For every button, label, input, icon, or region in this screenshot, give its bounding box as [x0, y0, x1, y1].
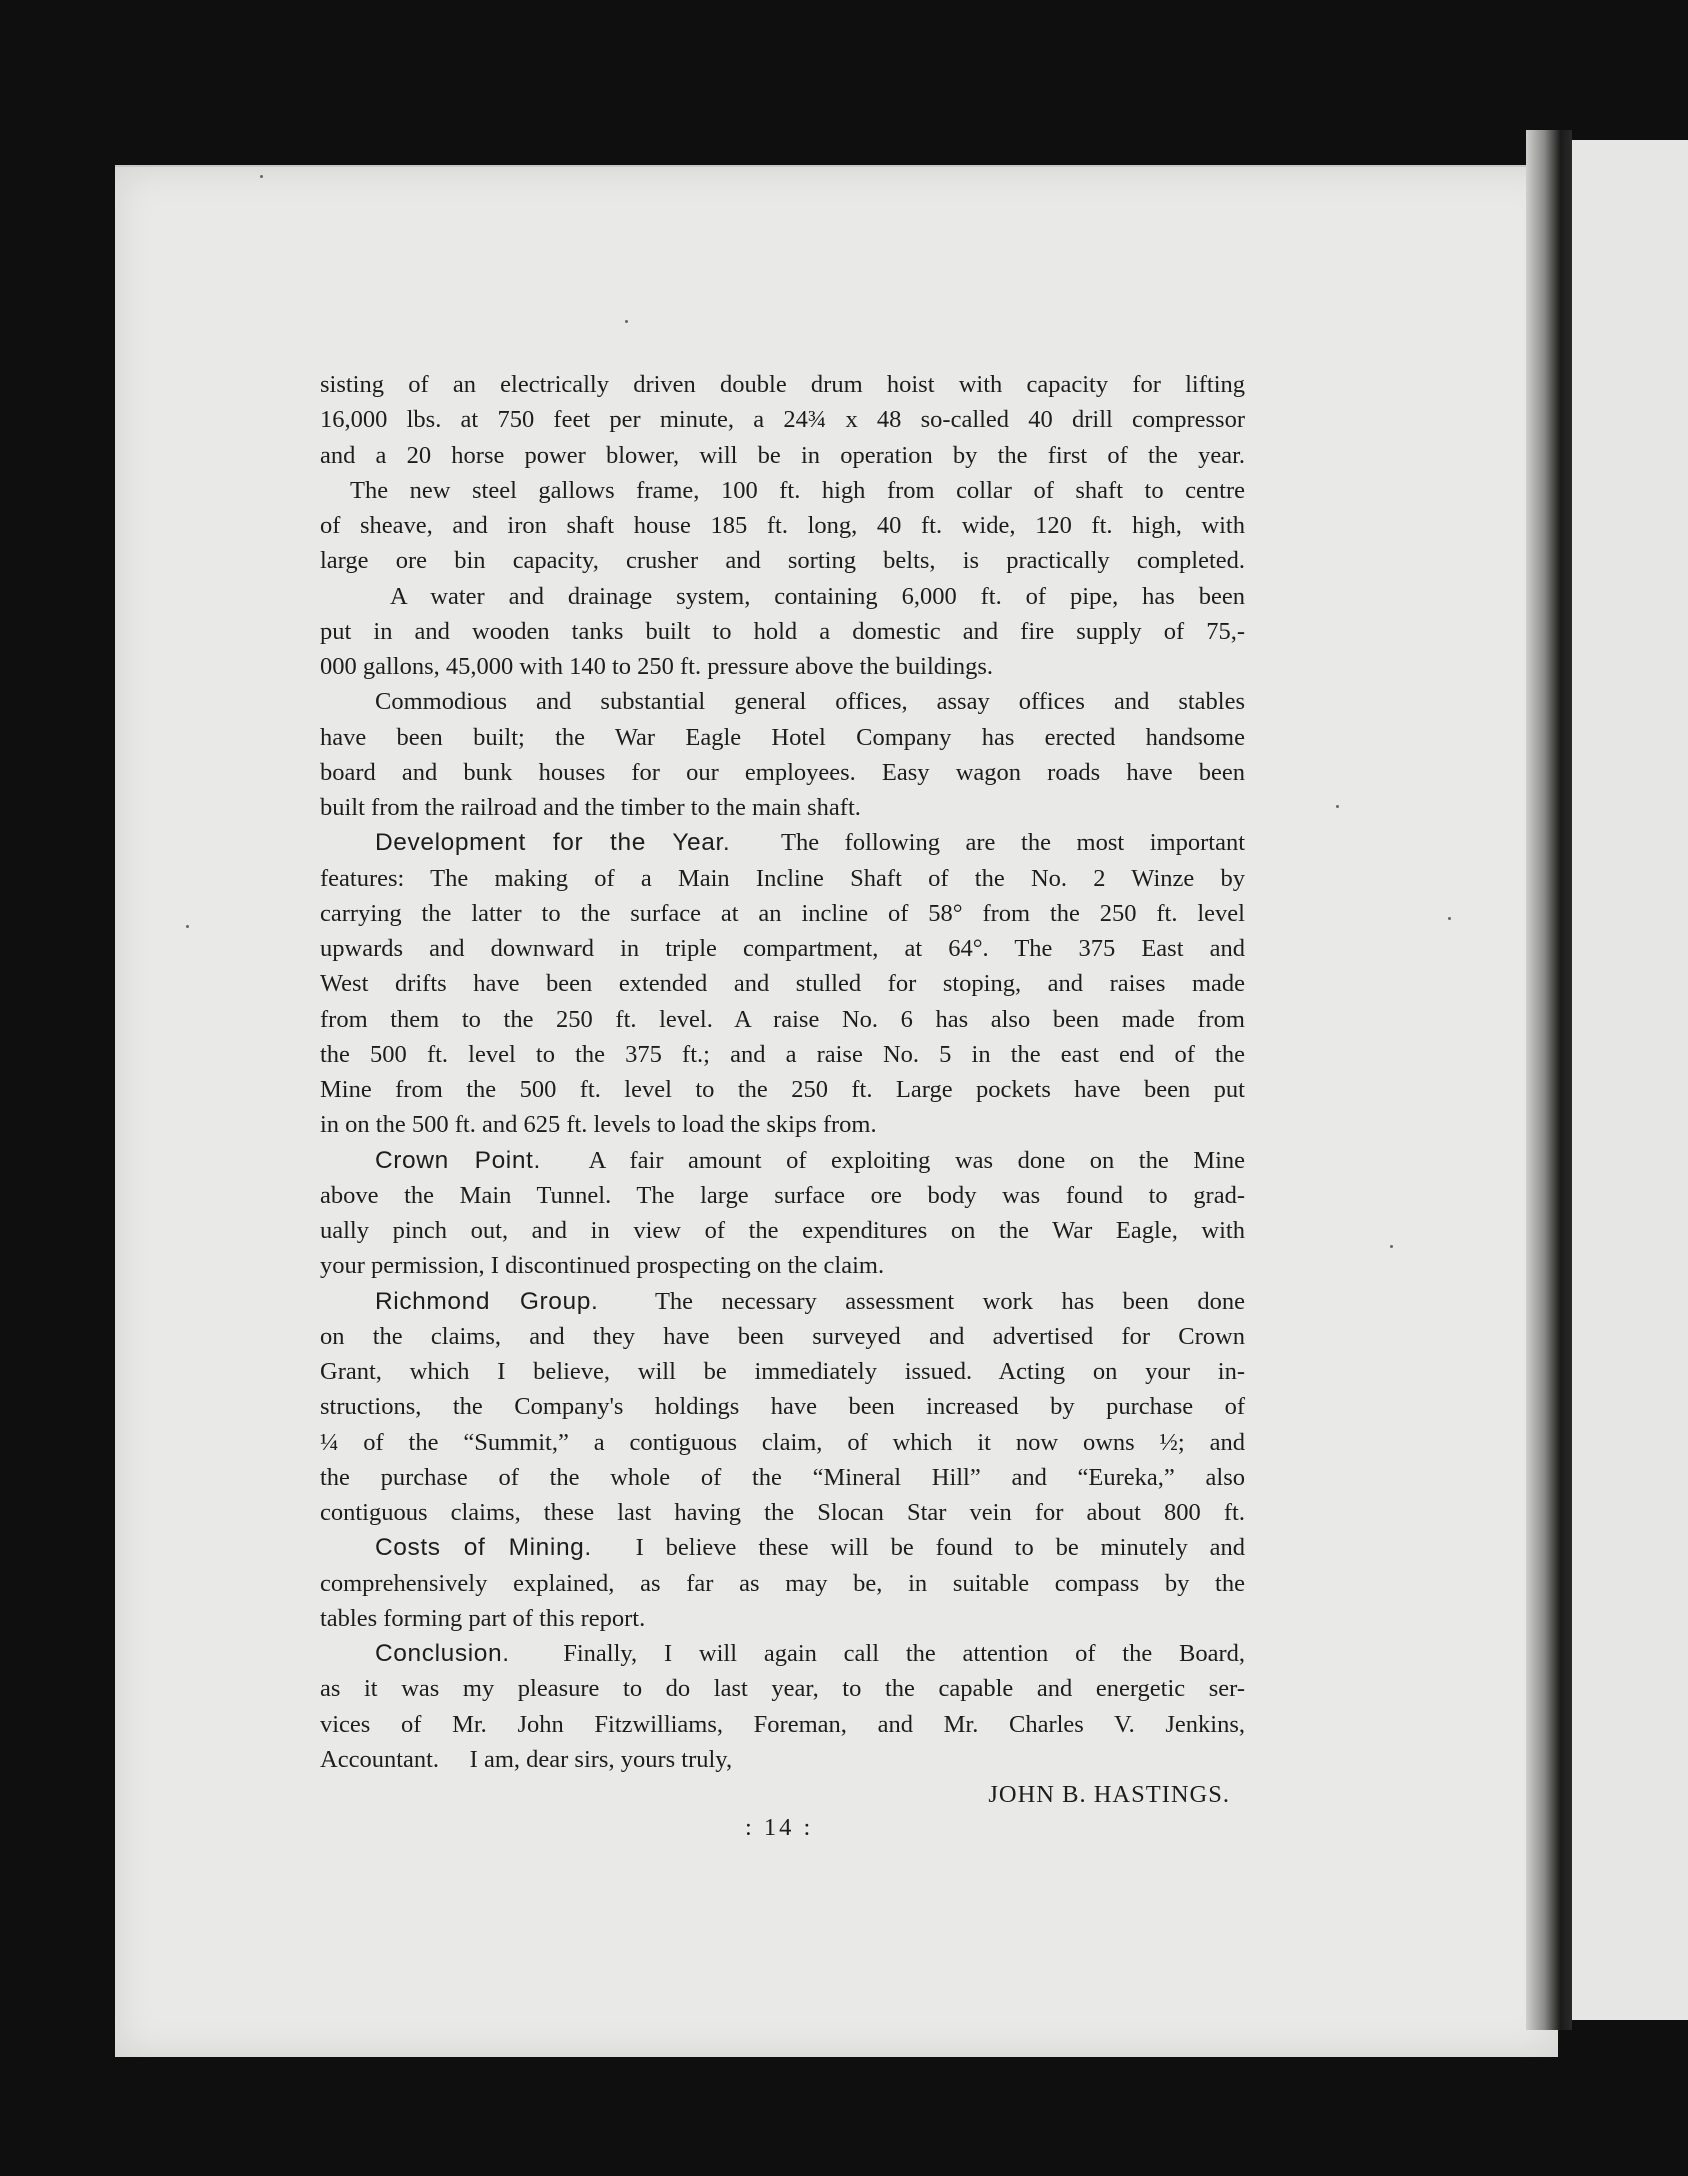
text-line: from them to the 250 ft. level. A raise No. 6 has also been made from — [320, 1005, 1245, 1033]
text-line: built from the railroad and the timber to the main shaft. — [320, 794, 861, 821]
text-line: your permission, I discontinued prospecting on the claim. — [320, 1252, 885, 1280]
text-line: Mine from the 500 ft. level to the 250 ft. Large pockets have been put — [320, 1076, 1245, 1103]
dust-speck — [260, 175, 263, 178]
text-line: ¼ of the “Summit,” a contiguous claim, of which it now owns ½; and — [320, 1428, 1245, 1456]
signature: JOHN B. HASTINGS. — [988, 1781, 1230, 1808]
text-line: Grant, which I believe, will be immediately issued. Acting on your in- — [320, 1358, 1245, 1385]
text-line: Commodious and substantial general offices, assay offices and stables — [375, 688, 1245, 716]
text-line: comprehensively explained, as far as may be, in suitable compass by the — [320, 1569, 1245, 1597]
adjacent-page-edge — [1572, 140, 1688, 2020]
dust-speck — [1390, 1245, 1393, 1248]
text-line: Development for the Year. The following are the most important — [375, 829, 1245, 857]
text-line: structions, the Company's holdings have been increased by purchase of — [320, 1393, 1245, 1421]
text-line: features: The making of a Main Incline Shaft of the No. 2 Winze by — [320, 864, 1245, 892]
dust-speck — [1448, 917, 1451, 920]
text-line: The new steel gallows frame, 100 ft. high from collar of shaft to centre — [350, 476, 1245, 504]
text-line: have been built; the War Eagle Hotel Company has erected handsome — [320, 723, 1245, 751]
text-line: and a 20 horse power blower, will be in operation by the first of the year. — [320, 441, 1245, 469]
text-line: above the Main Tunnel. The large surface ore body was found to grad- — [320, 1181, 1245, 1209]
dust-speck — [186, 925, 189, 928]
body-text — [320, 367, 1245, 1812]
text-line: as it was my pleasure to do last year, to the capable and energetic ser- — [320, 1675, 1245, 1703]
text-line: A water and drainage system, containing 6,000 ft. of pipe, has been — [390, 582, 1245, 610]
text-line: Costs of Mining. I believe these will be found to be minutely and — [375, 1534, 1246, 1562]
text-line: vices of Mr. John Fitzwilliams, Foreman, and Mr. Charles V. Jenkins, — [320, 1710, 1245, 1738]
text-line: upwards and downward in triple compartment, at 64°. The 375 East and — [320, 935, 1245, 962]
text-line: sisting of an electrically driven double drum hoist with capacity for lifting — [320, 371, 1245, 398]
text-line: ually pinch out, and in view of the expenditures on the War Eagle, with — [320, 1217, 1245, 1244]
text-line: Crown Point. A fair amount of exploiting was done on the Mine — [375, 1146, 1245, 1174]
text-line: tables forming part of this report. — [320, 1604, 646, 1632]
text-line: Conclusion. Finally, I will again call the attention of the Board, — [375, 1640, 1245, 1667]
section-heading: Crown Point. — [375, 1146, 541, 1174]
page-number: : 14 : — [745, 1814, 814, 1841]
text-line: carrying the latter to the surface at an incline of 58° from the 250 ft. level — [320, 899, 1245, 927]
section-heading: Development for the Year. — [375, 829, 731, 857]
text-line: board and bunk houses for our employees. Easy wagon roads have been — [320, 758, 1245, 786]
text-line: on the claims, and they have been surveyed and advertised for Crown — [320, 1322, 1245, 1350]
text-line: the 500 ft. level to the 375 ft.; and a raise No. 5 in the east end of the — [320, 1040, 1245, 1068]
text-line: Richmond Group. The necessary assessment work has been done — [375, 1287, 1246, 1315]
section-heading: Costs of Mining. — [375, 1534, 592, 1562]
text-line: contiguous claims, these last having the Slocan Star vein for about 800 ft. — [320, 1499, 1245, 1526]
text-line: large ore bin capacity, crusher and sorting belts, is practically completed. — [320, 547, 1245, 575]
text-line: of sheave, and iron shaft house 185 ft. long, 40 ft. wide, 120 ft. high, with — [320, 512, 1245, 539]
book-spine — [1526, 130, 1572, 2030]
dust-speck — [1336, 805, 1339, 808]
text-line: 000 gallons, 45,000 with 140 to 250 ft. pressure above the buildings. — [320, 653, 993, 680]
text-line: put in and wooden tanks built to hold a domestic and fire supply of 75,- — [320, 617, 1245, 645]
section-heading: Conclusion. — [375, 1640, 510, 1667]
dust-speck — [625, 320, 628, 323]
section-heading: Richmond Group. — [375, 1287, 599, 1315]
text-line: 16,000 lbs. at 750 feet per minute, a 24¾ x 48 so-called 40 drill compressor — [320, 406, 1245, 434]
text-line: West drifts have been extended and stulled for stoping, and raises made — [320, 970, 1245, 998]
text-line: Accountant. I am, dear sirs, yours truly, — [320, 1745, 733, 1773]
text-line: in on the 500 ft. and 625 ft. levels to load the skips from. — [320, 1111, 877, 1139]
text-line: the purchase of the whole of the “Mineral Hill” and “Eureka,” also — [320, 1463, 1245, 1491]
